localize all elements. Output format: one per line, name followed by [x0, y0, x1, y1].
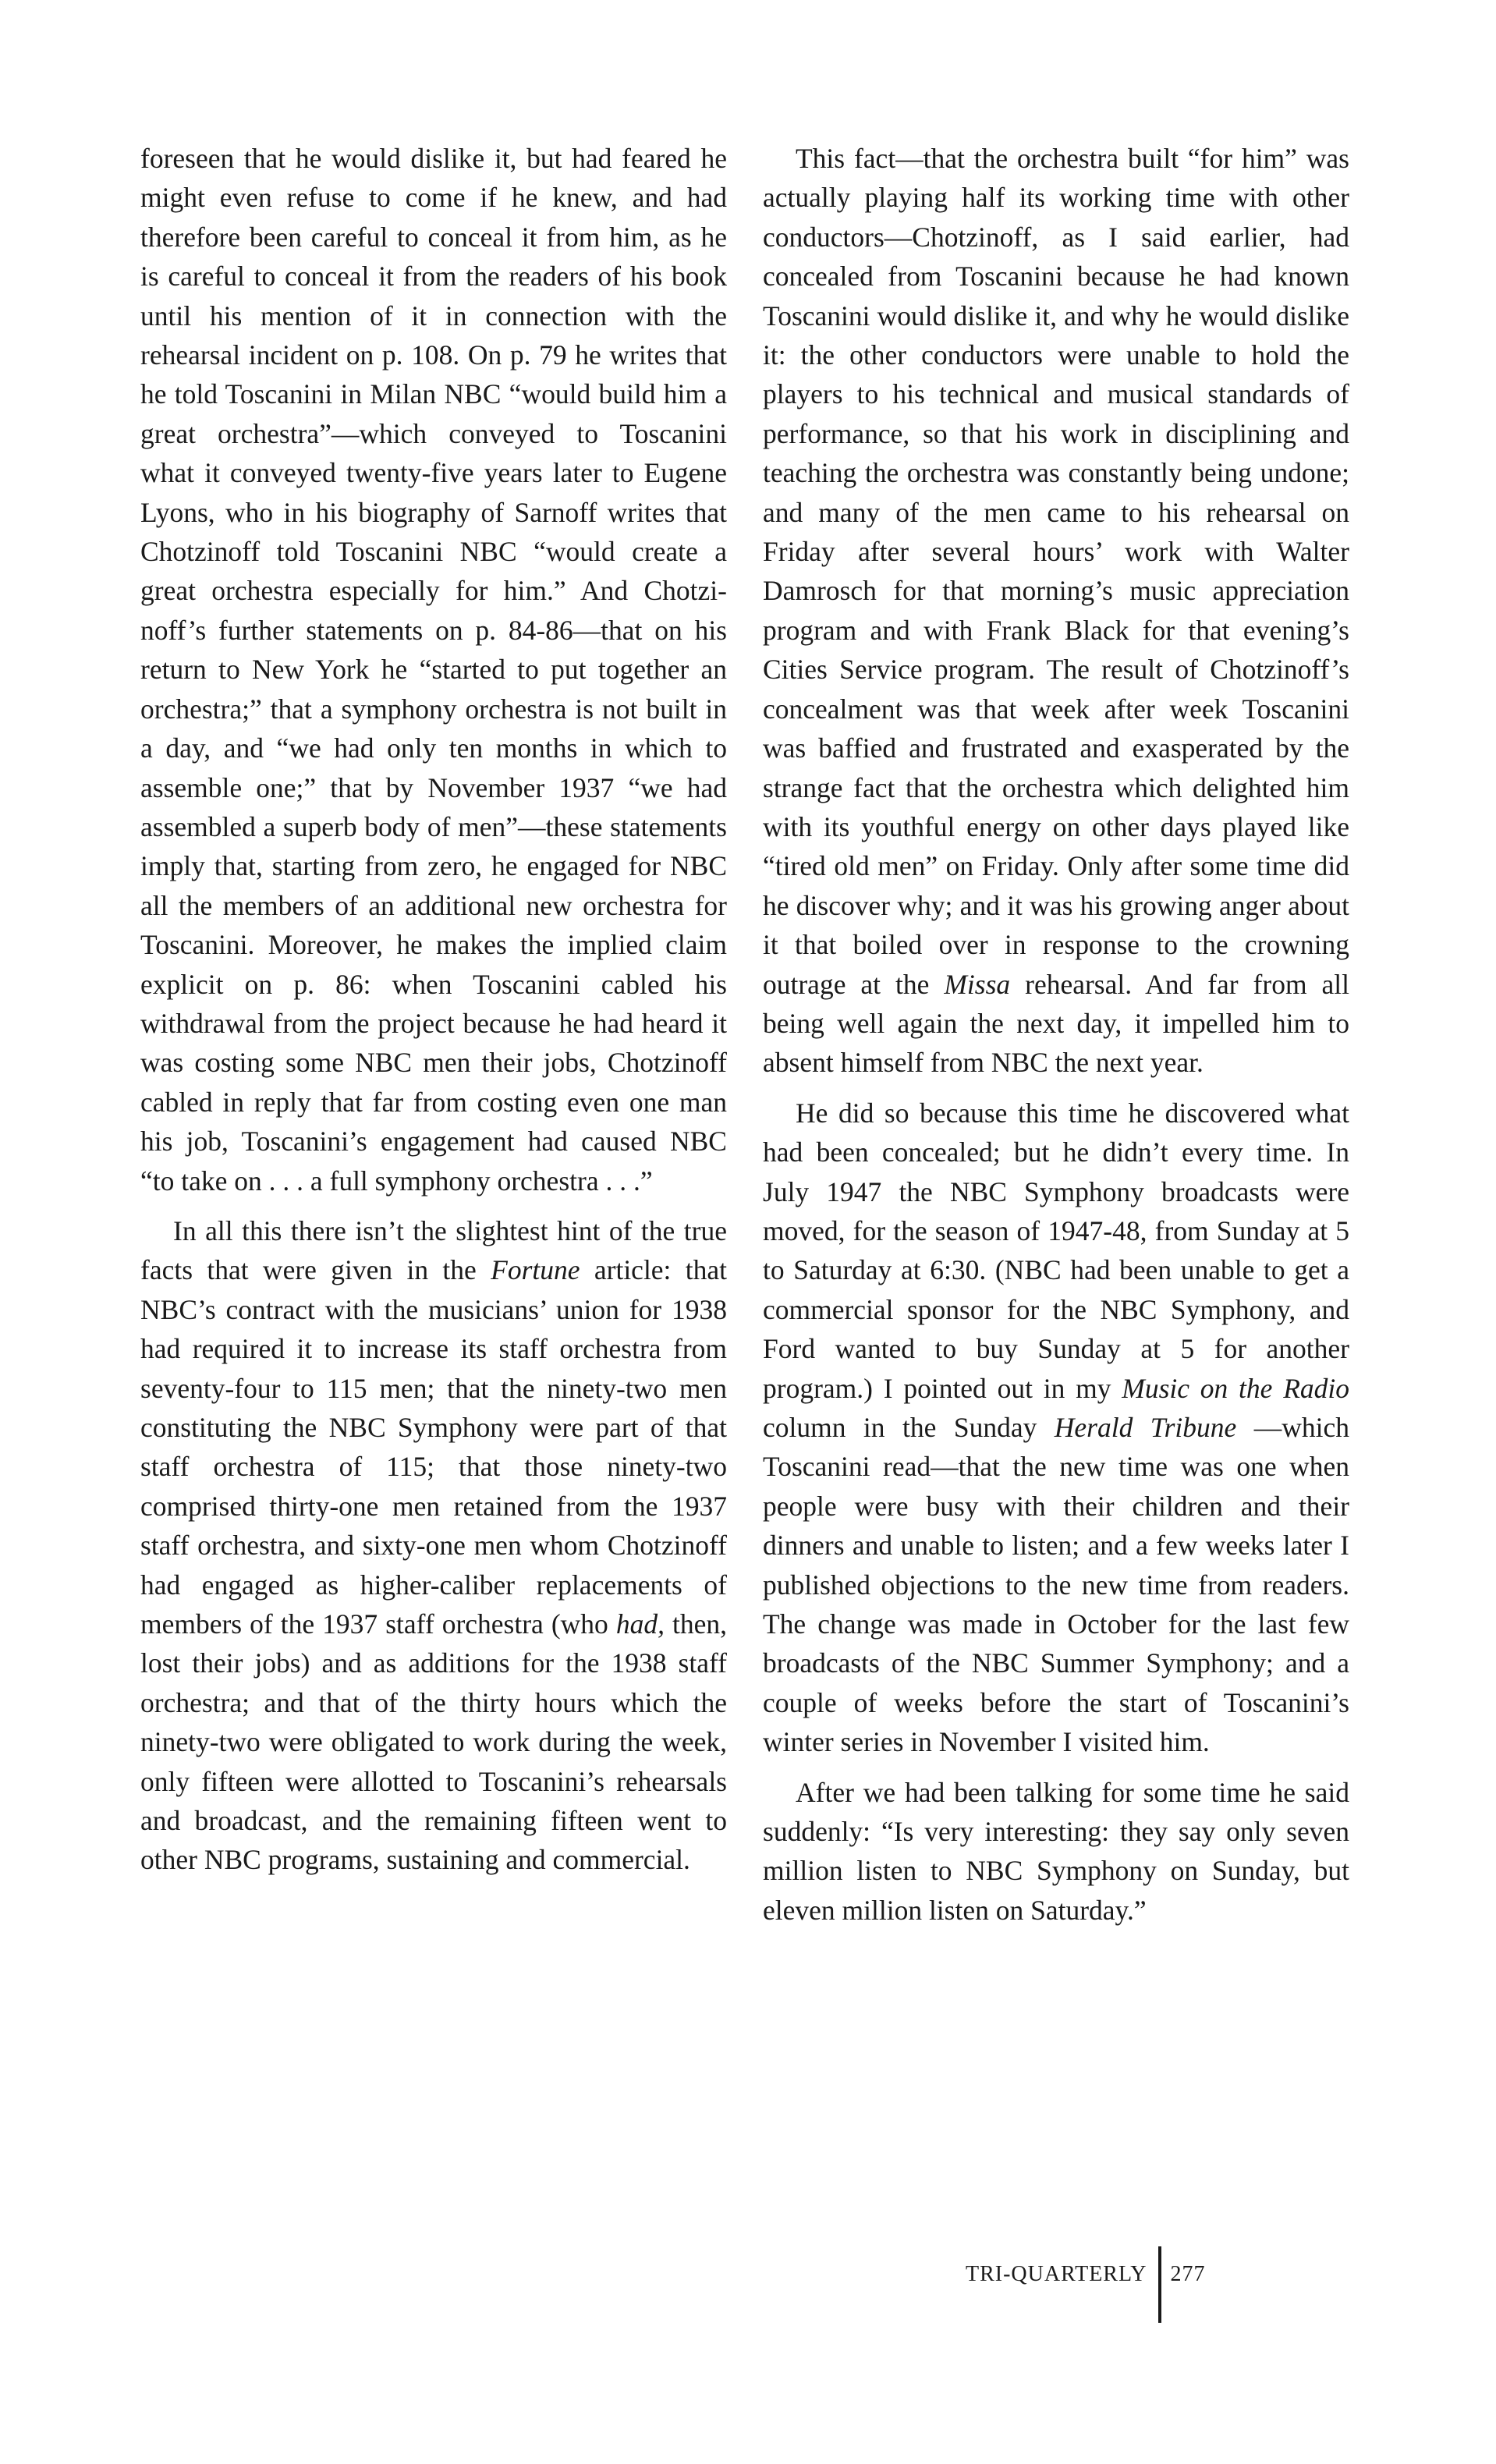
left-paragraph-1: foreseen that he would dislike it, but had feared he might even refuse to come if he knew, and had therefore been careful to conceal it from him, as he is careful to conceal it from the readers of his book until his mention of it in connection with the rehearsal incident on p. 108. On p. 79 he writes that he told Toscanini in Milan NBC “would build him a great orchestra”—which conveyed to Toscanini what it conveyed twenty-five years later to Eugene Lyons, who in his biography of Sarnoff writes that Chotzinoff told Toscanini NBC “would create a great orchestra especially for him.” And Chotzinoff’s further statements on p. 84-86—that on his return to New York he “started to put together an orchestra;” that a symphony orchestra is not built in a day, and “we had only ten months in which to assemble one;” that by November 1937 “we had assembled a superb body of men”—these statements imply that, starting from zero, he engaged for NBC all the members of an additional new orchestra for Toscanini. Moreover, he makes the implied claim explicit on p. 86: when Toscanini cabled his withdrawal from the project because he had heard it was costing some NBC men their jobs, Chotzinoff cabled in reply that far from costing even one man his job, Toscanini’s engagement had caused NBC “to take on . . . a full symphony orchestra . . .” [140, 143, 727, 1197]
right-paragraph-2 [763, 1094, 1349, 1762]
right-p2-text-1: He did so because this time he discovered what had been concealed; but he didn’t every time. In July 1947 the NBC Symphony broadcasts were moved, for the season of 1947-48, from Sunday at 5 to Saturday at 6:30. (NBC had been unable to get a commercial sponsor for the NBC Symphony, and Ford wanted to buy Sunday at 5 for another program.) I pointed out in my [763, 1097, 1349, 1404]
right-p1-text-2: rehearsal. And far from all being well again the next day, it impelled him to absent himself from NBC the next year. [763, 968, 1350, 1079]
right-p2-text-2: column in the Sunday [763, 1412, 1055, 1443]
herald-tribune-title: Herald Tribune [1054, 1412, 1237, 1443]
left-p2-text-2: article: that NBC’s contract with the musicians’ union for 1938 had required it to increase its staff orchestra from seventy-four to 115 men; that the ninety-two men constituting the NBC Symphony were part of that staff orchestra of 115; that those ninety-two comprised thirty-one men retained from the 1937 staff orchestra, and sixty-one men whom Chotzinoff had engaged as higher-caliber replacements of members of the 1937 staff orchestra (who [140, 1254, 727, 1640]
had-emphasis: had, [615, 1608, 665, 1640]
right-column [763, 139, 1349, 1930]
right-paragraph-1 [763, 139, 1349, 1083]
page-footer [966, 2246, 1206, 2317]
fortune-title: Fortune [491, 1254, 580, 1286]
right-p2-text-3: —which Toscanini read—that the new time was one when people were busy with their children and their dinners and unable to listen; and a few weeks later I published objections to the new time from readers. The change was made in October for the last few broadcasts of the NBC Summer Symphony; and a couple of weeks before the start of Toscanini’s winter series in November I visited him. [763, 1412, 1349, 1758]
left-p2-text-1: In all this there isn’t the slightest hint of the true facts that were given in the [140, 1214, 727, 1286]
right-paragraph-3: After we had been talking for some time he said suddenly: “Is very interesting: they say only seven million listen to NBC Symphony on Sunday, but eleven million listen on Saturday.” [763, 1776, 1349, 1926]
music-on-the-radio-title: Music on the Radio [1122, 1372, 1349, 1404]
right-p1-text-1: This fact—that the orchestra built “for him” was actually playing half its working time with other conductors—Chotzinoff, as I said earlier, had concealed from Toscanini because he had known Toscanini would dislike it, and why he would dislike it: the other conductors were unable to hold the players to his technical and musical standards of performance, so that his work in disciplining and teaching the orchestra was constantly being undone; and many of the men came to his rehearsal on Friday after several hours’ work with Walter Damrosch for that morning’s music appreciation program and with Frank Black for that evening’s Cities Service program. The result of Chotzinoff’s concealment was that week after week Toscanini was baffied and frustrated and exasperated by the strange fact that the orchestra which delighted him with its youthful energy on other days played like “tired old men” on Friday. Only after some time did he discover why; and it was his growing anger about it that boiled over in response to the crowning outrage at the [763, 143, 1349, 1000]
left-paragraph-2 [140, 1211, 727, 1880]
missa-title: Missa [944, 968, 1011, 1000]
left-column [140, 139, 727, 1880]
page-number: 277 [1170, 2262, 1206, 2286]
left-p2-text-3: then, lost their jobs) and as additions for the 1938 staff orchestra; and that of the thirty hours which the ninety-two were obligated to work during the week, only fifteen were allotted to Toscanini’s rehearsals and broadcast, and the remaining fifteen went to other NBC programs, sustaining and commercial. [140, 1608, 728, 1876]
journal-name: TRI-QUARTERLY [966, 2262, 1147, 2286]
